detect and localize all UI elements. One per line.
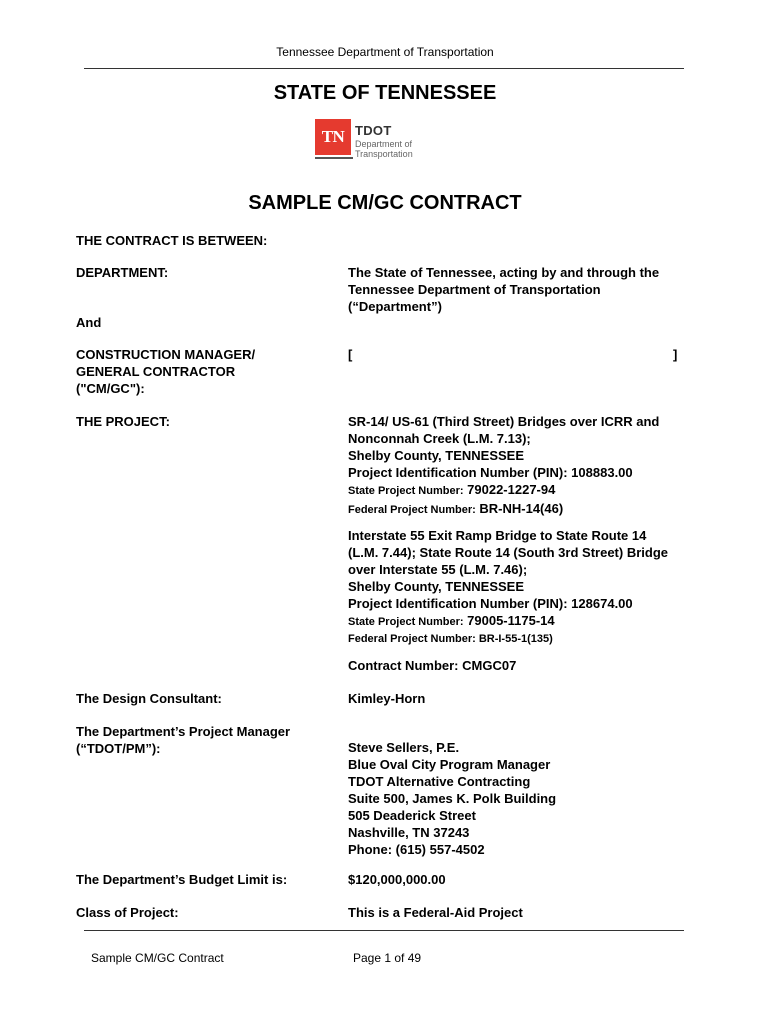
contract-number: Contract Number: CMGC07	[348, 658, 517, 673]
and-text: And	[76, 315, 102, 330]
design-consultant-label: The Design Consultant:	[76, 691, 222, 706]
design-consultant-value: Kimley-Horn	[348, 691, 426, 706]
contract-between-heading: THE CONTRACT IS BETWEEN:	[76, 233, 268, 248]
project-1-block: SR-14/ US-61 (Third Street) Bridges over ICRR and Nonconnah Creek (L.M. 7.13); Shelby County, TENNESSEE Project Identification Number (PIN): 108883.00 State Project Number: 79022-1227-94 Federal Project Number: BR-NH-14(46)	[348, 414, 660, 516]
class-label: Class of Project:	[76, 905, 179, 920]
cmgc-bracket-close: ]	[673, 347, 678, 362]
header-rule	[84, 68, 684, 69]
project-2-block: Interstate 55 Exit Ramp Bridge to State Route 14 (L.M. 7.44); State Route 14 (South 3rd Street) Bridge over Interstate 55 (L.M. 7.46); Shelby County, TENNESSEE Project Identification Number (PIN): 128674.00 State Project Number: 79005-1175-14 Federal Project Number: BR-I-55-1(135)	[348, 528, 668, 645]
tdot-logo-text: TDOT	[355, 123, 392, 138]
cmgc-label: CONSTRUCTION MANAGER/ GENERAL CONTRACTOR ("CM/GC"):	[76, 347, 256, 396]
budget-value: $120,000,000.00	[348, 872, 446, 887]
cmgc-bracket-open: [	[348, 347, 353, 362]
project-label: THE PROJECT:	[76, 414, 170, 429]
project-manager-contact: Steve Sellers, P.E. Blue Oval City Program Manager TDOT Alternative Contracting Suite 500, James K. Polk Building 505 Deaderick Street Nashville, TN 37243 Phone: (615) 557-4502	[348, 740, 557, 857]
department-label: DEPARTMENT:	[76, 265, 169, 280]
project-manager-label: The Department’s Project Manager (“TDOT/PM”):	[76, 724, 291, 756]
tdot-logo	[315, 119, 415, 164]
class-value: This is a Federal-Aid Project	[348, 905, 523, 920]
document-title: SAMPLE CM/GC CONTRACT	[248, 192, 522, 214]
logo-dept-text: Department of Transportation	[355, 139, 413, 159]
footer-page-number: Page 1 of 49	[353, 951, 422, 965]
footer-rule	[84, 930, 684, 931]
state-title: STATE OF TENNESSEE	[273, 82, 497, 104]
department-value: The State of Tennessee, acting by and through the Tennessee Department of Transportation (“Department”)	[348, 265, 660, 314]
budget-label: The Department’s Budget Limit is:	[76, 872, 288, 887]
footer-doc-name: Sample CM/GC Contract	[91, 951, 224, 965]
tn-logo-icon: TN	[315, 119, 351, 155]
running-header: Tennessee Department of Transportation	[276, 45, 494, 59]
